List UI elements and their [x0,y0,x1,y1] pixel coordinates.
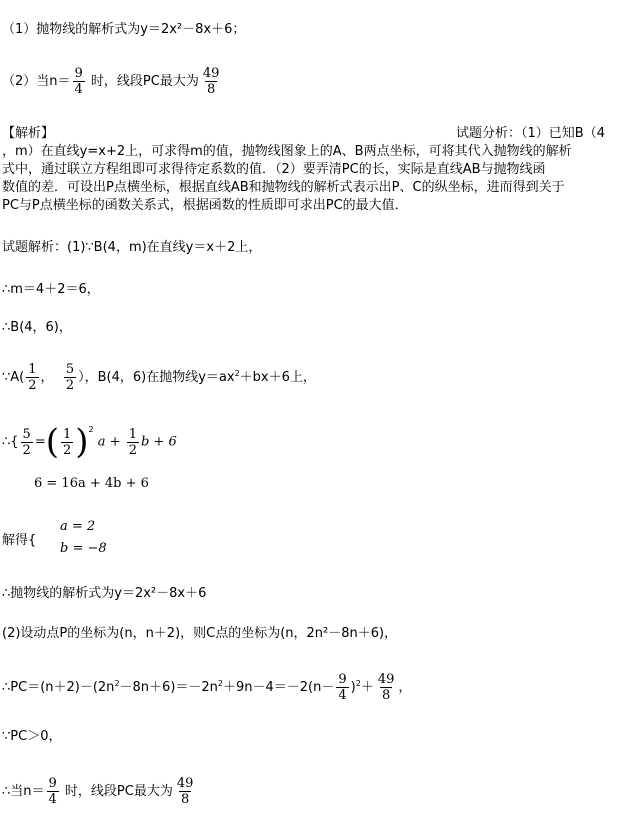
solve-label: 解得{ [2,533,37,548]
fraction-inner: $\frac{1}{2}$ [63,426,72,458]
fraction-max-value: $\frac{49}{8}$ [377,672,395,703]
answer-part2: （2）当n＝ $\frac{9}{4}$ 时，线段PC最大为 $\frac{49}{8}$ [2,66,220,97]
fraction-n-final: $\frac{9}{4}$ [48,776,57,807]
solution-step-5: ∴抛物线的解析式为y＝2x²－8x＋6 [2,586,207,601]
fraction-max: $\frac{49}{8}$ [202,66,220,97]
analysis-line-3: 式中，通过联立方程组即可求得待定系数的值．（2）要弄清PC的长，实际是直线AB与抛物线函 [2,162,546,177]
fraction-a: $\frac{1}{2}$ [28,362,37,393]
solution-step-1: 试题解析：(1)∵B(4，m)在直线y＝x＋2上， [2,240,262,255]
solution-step-7: $\therefore PC=(n+2)-(2n^2-8n+6)=-2n^2+9n-4=-2(n-$ $\frac{9}{4}$ )$^2$＋ $\frac{49}{8}$ ， [2,672,412,703]
solution-step-4: ∵A( $\frac{1}{2}$ ， $\frac{5}{2}$ ），B(4，6)在抛物线$y=ax^2+bx+6$上， [2,362,316,393]
fraction-b-coeff: $\frac{1}{2}$ [128,426,137,458]
analysis-line-1: 试题分析：（1）已知B（4 [456,126,605,141]
analysis-line-5: PC与P点横坐标的函数关系式，根据函数的性质即可求出PC的最大值． [2,198,408,213]
analysis-line-2: ，m）在直线y=x+2上，可求得m的值，抛物线图象上的A、B两点坐标，可将其代入抛物线的解析 [2,144,572,159]
fraction-b: $\frac{5}{2}$ [65,362,75,393]
solution-step-9: ∴当n＝ $\frac{9}{4}$ 时，线段PC最大为 $\frac{49}{8}$ [2,776,194,807]
solution-step-2: ∴m＝4＋2＝6， [2,282,100,297]
analysis-label: 【解析】 [2,126,55,141]
solution-a: a = 2 [60,519,96,534]
solution-step-8: ∵PC＞0， [2,729,62,744]
solution-step-6: (2)设动点P的坐标为(n，n＋2)，则C点的坐标为(n，2n²－8n＋6)， [2,626,398,641]
fraction-n: $\frac{9}{4}$ [74,66,83,97]
fraction-vertex: $\frac{9}{4}$ [338,672,347,703]
fraction-lhs: $\frac{5}{2}$ [22,426,31,458]
equation-system: ∴{ $\frac{5}{2}$ =( $\frac{1}{2}$ )$^2$ a + $\frac{1}{2}$ b + 6 [2,422,177,462]
analysis-line-4: 数值的差．可设出P点横坐标，根据直线AB和抛物线的解析式表示出P、C的纵坐标，进而得到关于 [2,180,565,195]
equation-2: 6 = 16a + 4b + 6 [34,476,149,491]
answer-part1: （1）抛物线的解析式为y＝2x²－8x＋6； [2,22,246,37]
solution-b: b = −8 [60,541,107,556]
solution-step-3: ∴B(4，6)， [2,320,72,335]
fraction-max-final: $\frac{49}{8}$ [176,776,194,807]
